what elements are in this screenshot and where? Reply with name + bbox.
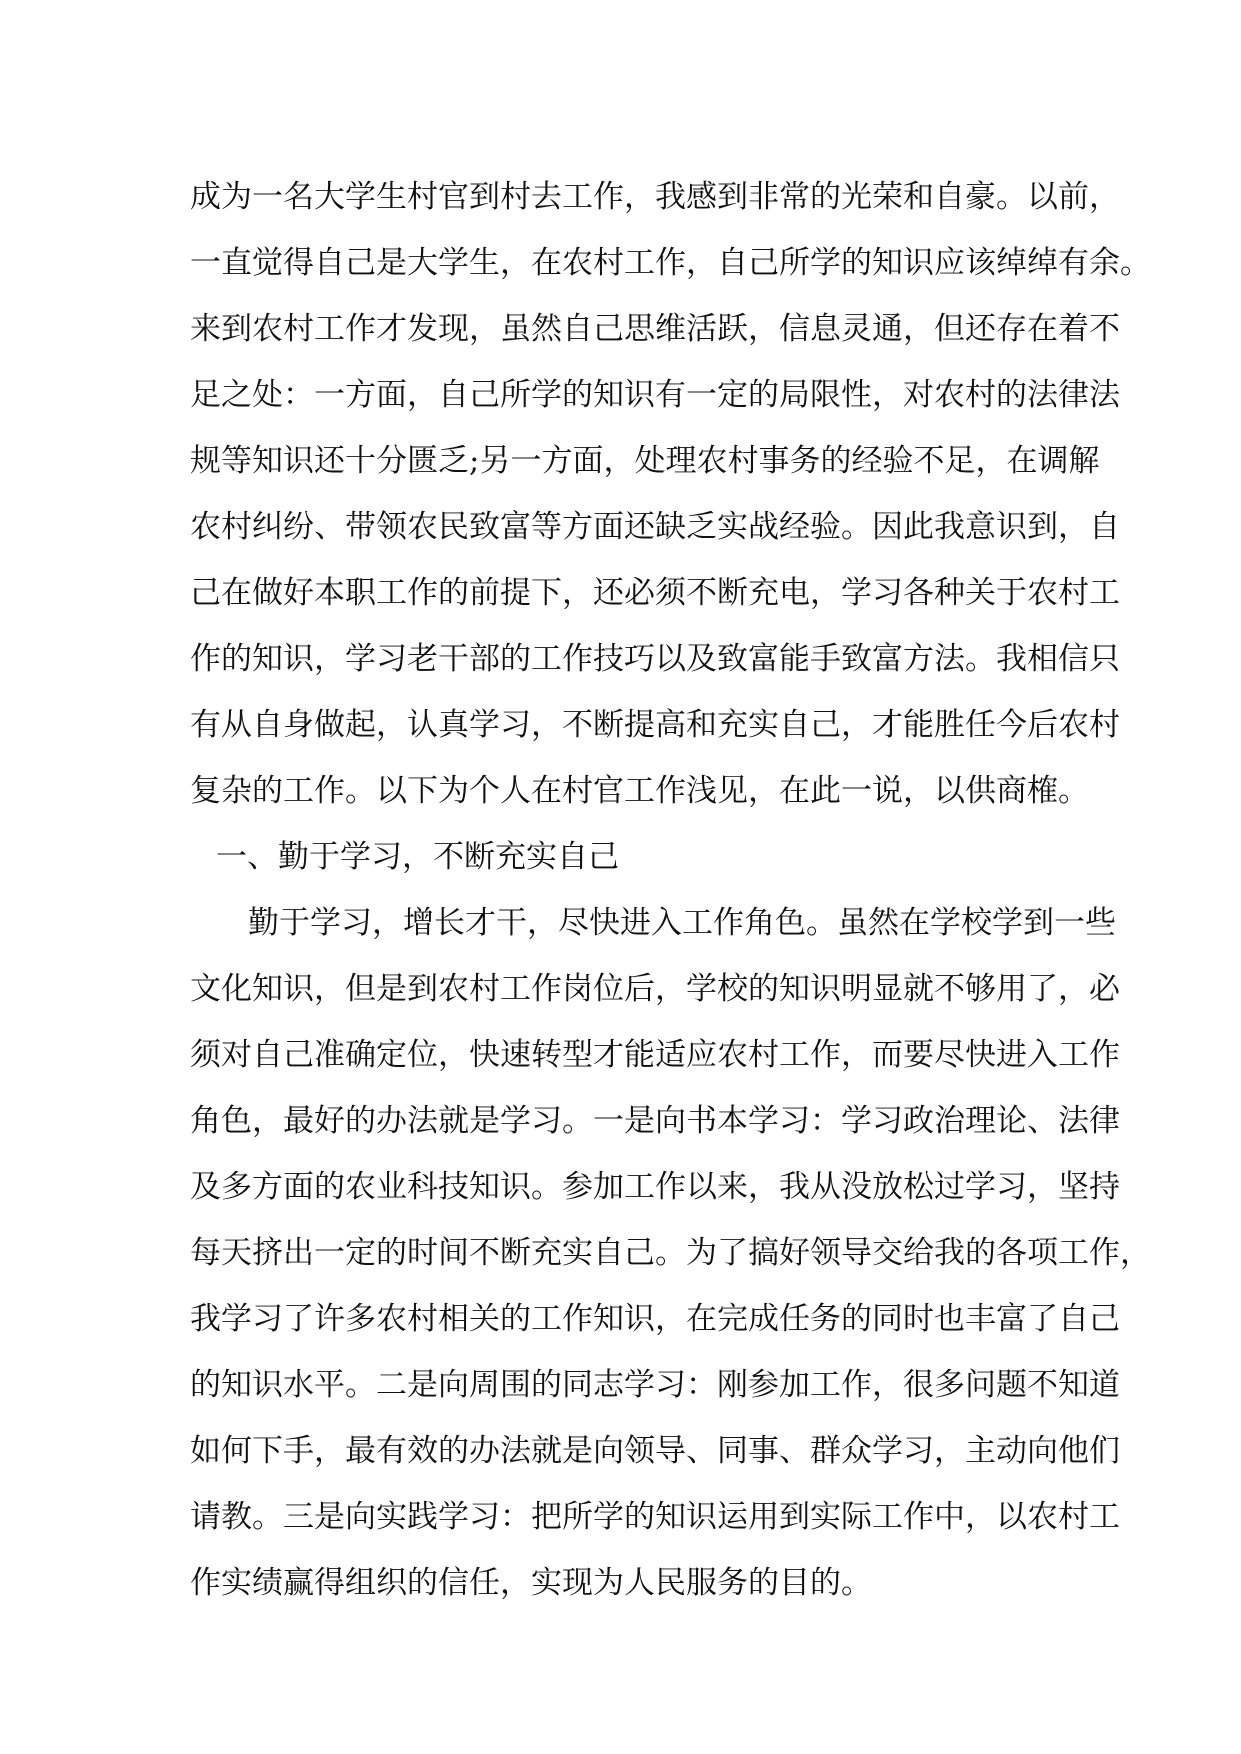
- text-line: 如何下手，最有效的办法就是向领导、同事、群众学习，主动向他们: [190, 1433, 1120, 1469]
- text-line: 规等知识还十分匮乏;另一方面，处理农村事务的经验不足，在调解: [190, 443, 1100, 479]
- text-line: 勤于学习，增长才干，尽快进入工作角色。虽然在学校学到一些: [248, 905, 1116, 941]
- text-line: 成为一名大学生村官到村去工作，我感到非常的光荣和自豪。以前，: [190, 179, 1120, 215]
- text-line: 复杂的工作。以下为个人在村官工作浅见，在此一说，以供商榷。: [190, 773, 1089, 809]
- text-line: 作实绩赢得组织的信任，实现为人民服务的目的。: [190, 1565, 872, 1601]
- text-line: 我学习了许多农村相关的工作知识，在完成任务的同时也丰富了自己: [190, 1301, 1120, 1337]
- paragraph-intro: [190, 164, 1151, 824]
- text-line: 有从自身做起，认真学习，不断提高和充实自己，才能胜任今后农村: [190, 707, 1120, 743]
- text-line: 己在做好本职工作的前提下，还必须不断充电，学习各种关于农村工: [190, 575, 1120, 611]
- text-line: 农村纠纷、带领农民致富等方面还缺乏实战经验。因此我意识到，自: [190, 509, 1120, 545]
- text-line: 的知识水平。二是向周围的同志学习：刚参加工作，很多问题不知道: [190, 1367, 1120, 1403]
- text-line: 一直觉得自己是大学生，在农村工作，自己所学的知识应该绰绰有余。: [190, 245, 1151, 281]
- text-line: 作的知识，学习老干部的工作技巧以及致富能手致富方法。我相信只: [190, 641, 1120, 677]
- text-line: 及多方面的农业科技知识。参加工作以来，我从没放松过学习，坚持: [190, 1169, 1120, 1205]
- text-line: 文化知识，但是到农村工作岗位后，学校的知识明显就不够用了，必: [190, 971, 1120, 1007]
- text-line: 每天挤出一定的时间不断充实自己。为了搞好领导交给我的各项工作，: [190, 1235, 1151, 1271]
- document-body: [190, 164, 1151, 1616]
- text-line: 请教。三是向实践学习：把所学的知识运用到实际工作中，以农村工: [190, 1499, 1120, 1535]
- text-line: 须对自己准确定位，快速转型才能适应农村工作，而要尽快进入工作: [190, 1037, 1120, 1073]
- text-line: 来到农村工作才发现，虽然自己思维活跃，信息灵通，但还存在着不: [190, 311, 1120, 347]
- section-heading: 一、勤于学习，不断充实自己: [216, 839, 619, 875]
- text-line: 角色，最好的办法就是学习。一是向书本学习：学习政治理论、法律: [190, 1103, 1120, 1139]
- paragraph-study: [190, 890, 1151, 1616]
- text-line: 足之处：一方面，自己所学的知识有一定的局限性，对农村的法律法: [190, 377, 1120, 413]
